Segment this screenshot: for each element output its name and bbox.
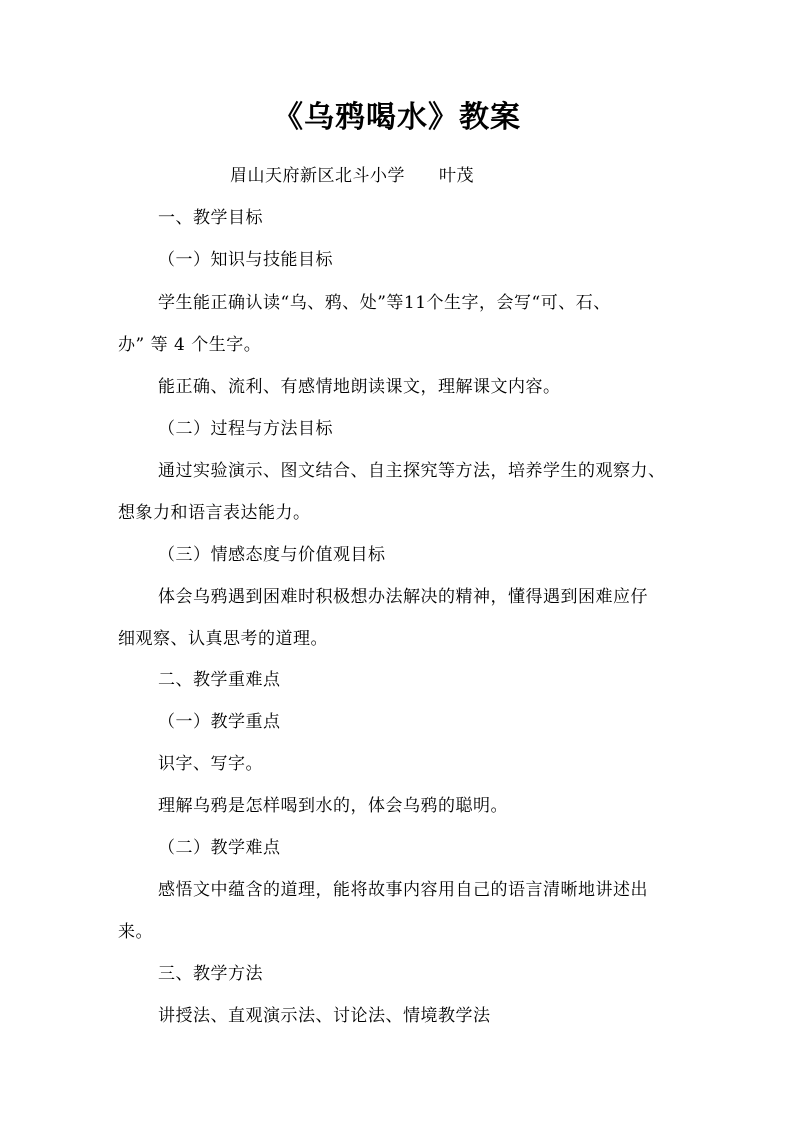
- paragraph-line: 感悟文中蕴含的道理，能将故事内容用自己的语言清晰地讲述出: [158, 880, 648, 900]
- section-heading: 三、教学方法: [158, 964, 263, 984]
- section-heading: 一、教学目标: [158, 208, 263, 228]
- paragraph-line: 讲授法、直观演示法、讨论法、情境教学法: [158, 1006, 491, 1026]
- author-line: [230, 164, 794, 188]
- section-heading: 二、教学重难点: [158, 670, 281, 690]
- paragraph-line: 能正确、流利、有感情地朗读课文，理解课文内容。: [158, 377, 561, 397]
- paragraph-line: 细观察、认真思考的道理。: [118, 629, 328, 649]
- paragraph-line: 学生能正确认读“乌、鸦、处”等11个生字，会写“可、石、: [158, 293, 611, 313]
- paragraph-line: 体会乌鸦遇到困难时积极想办法解决的精神，懂得遇到困难应仔: [158, 587, 648, 607]
- paragraph-line: 来。: [118, 922, 153, 942]
- paragraph-line: 通过实验演示、图文结合、自主探究等方法，培养学生的观察力、: [158, 461, 666, 481]
- subsection-heading: （二）过程与方法目标: [158, 419, 333, 439]
- author-school: 眉山天府新区北斗小学: [230, 166, 405, 186]
- paragraph-line: 想象力和语言表达能力。: [118, 503, 311, 523]
- subsection-heading: （一）知识与技能目标: [158, 250, 333, 270]
- subsection-heading: （一）教学重点: [158, 712, 281, 732]
- subsection-heading: （三）情感态度与价值观目标: [158, 545, 386, 565]
- paragraph-line: 理解乌鸦是怎样喝到水的，体会乌鸦的聪明。: [158, 796, 508, 816]
- subsection-heading: （二）教学难点: [158, 838, 281, 858]
- document-title: 《乌鸦喝水》教案: [273, 100, 521, 135]
- paragraph-line: 办” 等 4 个生字。: [118, 335, 262, 355]
- paragraph-line: 识字、写字。: [158, 754, 263, 774]
- author-name: 叶茂: [439, 166, 474, 186]
